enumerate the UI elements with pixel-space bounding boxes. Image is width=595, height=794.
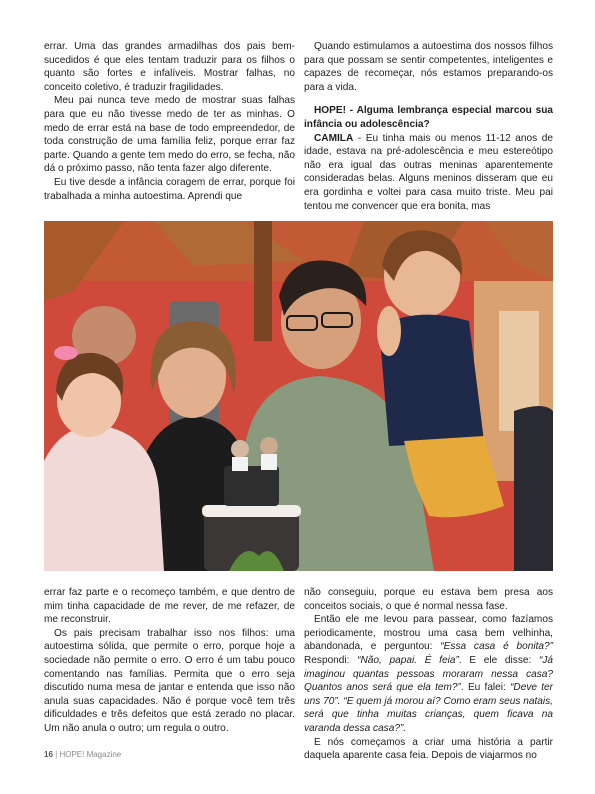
paragraph: não conseguiu, porque eu estava bem presa aos conceitos sociais, o que é normal nessa fase. bbox=[304, 587, 553, 612]
family-photo bbox=[44, 221, 553, 571]
quote: “Essa casa é bonita?” bbox=[440, 641, 553, 653]
page-footer bbox=[44, 750, 121, 759]
paragraph: Os pais precisam trabalhar isso nos filhos: uma autoestima sólida, que permite o erro, porque hoje a sociedade não permite o erro. O erro é um tabu pouco comentando nas famílias. Permita que o erro seja discutido numa mesa de jantar e entenda que isso não anula suas capacidades. Não é porque você tem três dificuldades e três defeitos que está zerado no placar. Um não anula o outro; um regula o outro. bbox=[44, 627, 295, 734]
quote: “Já imaginou quantas pessoas moraram nessa casa? Quantos anos será que ela tem?” bbox=[304, 654, 554, 694]
quote: “Não, papai. É feia” bbox=[357, 654, 459, 666]
paragraph: errar faz parte e o recomeço também, e que dentro de mim tinha capacidade de me rever, de me refazer, de me reconstruir. bbox=[44, 587, 295, 626]
paragraph: E nós começamos a criar uma história a partir daquela aparente casa feia. Depois de viajarmos no bbox=[304, 736, 553, 762]
quote: “Deve ter uns 70”. “E quem já morou aí? Como eram seus natais, será que tinha muitas crianças, quem ficava na varanda dessa casa?”. bbox=[304, 682, 553, 734]
magazine-name: HOPE! Magazine bbox=[59, 750, 122, 759]
interview-question: HOPE! - Alguma lembrança especial marcou sua infância ou adolescência? bbox=[304, 105, 553, 130]
page-number: 16 bbox=[44, 750, 53, 759]
text-span: . Eu falei: bbox=[460, 682, 511, 694]
column-top-left bbox=[44, 40, 295, 203]
paragraph: Meu pai nunca teve medo de mostrar suas falhas para que eu não tivesse medo de ter as minhas. O medo de errar está na base de todo empreendedor, de toda construção de uma família feliz, porque errar faz parte. Quando a gente tem medo do erro, se fecha, não dá o próximo passo, não tenta fazer algo diferente. bbox=[44, 95, 295, 175]
footer-separator: | bbox=[55, 750, 58, 759]
speaker-name: CAMILA bbox=[314, 132, 354, 144]
text-span: Respondi: bbox=[304, 654, 358, 666]
text-span: Então ele me levou para passear, como fazíamos periodicamente, mostrou uma casa bem velhinha, abandonada, e perguntou: bbox=[304, 614, 553, 653]
paragraph: Eu tive desde a infância coragem de errar, porque foi trabalhada a minha autoestima. Aprendi que bbox=[44, 176, 295, 202]
column-top-right bbox=[304, 40, 553, 213]
paragraph: errar. Uma das grandes armadilhas dos pais bem-sucedidos é que eles tentam traduzir para os filhos o quanto são fortes e infalíveis. Mostrar falhas, no conceito coletivo, é traduzir fragilidades. bbox=[44, 41, 295, 93]
paragraph bbox=[304, 613, 553, 735]
column-bottom-left bbox=[44, 586, 295, 736]
answer-text: - Eu tinha mais ou menos 11-12 anos de idade, estava na pré-adolescência e meu estereótipo não era igual das outras meninas aparentemente consideradas belas. Alguns meninos disseram que eu era gordinha e voltei para casa muito triste. Meu pai tentou me convencer que era bonita, mas bbox=[304, 132, 553, 212]
column-bottom-right bbox=[304, 586, 553, 763]
paragraph: Quando estimulamos a autoestima dos nossos filhos para que possam se sentir competentes, inteligentes e capazes de recomeçar, nós estamos preparando-os para a vida. bbox=[304, 41, 553, 93]
text-span: . E ele disse: bbox=[458, 654, 539, 666]
interview-answer bbox=[304, 132, 553, 214]
